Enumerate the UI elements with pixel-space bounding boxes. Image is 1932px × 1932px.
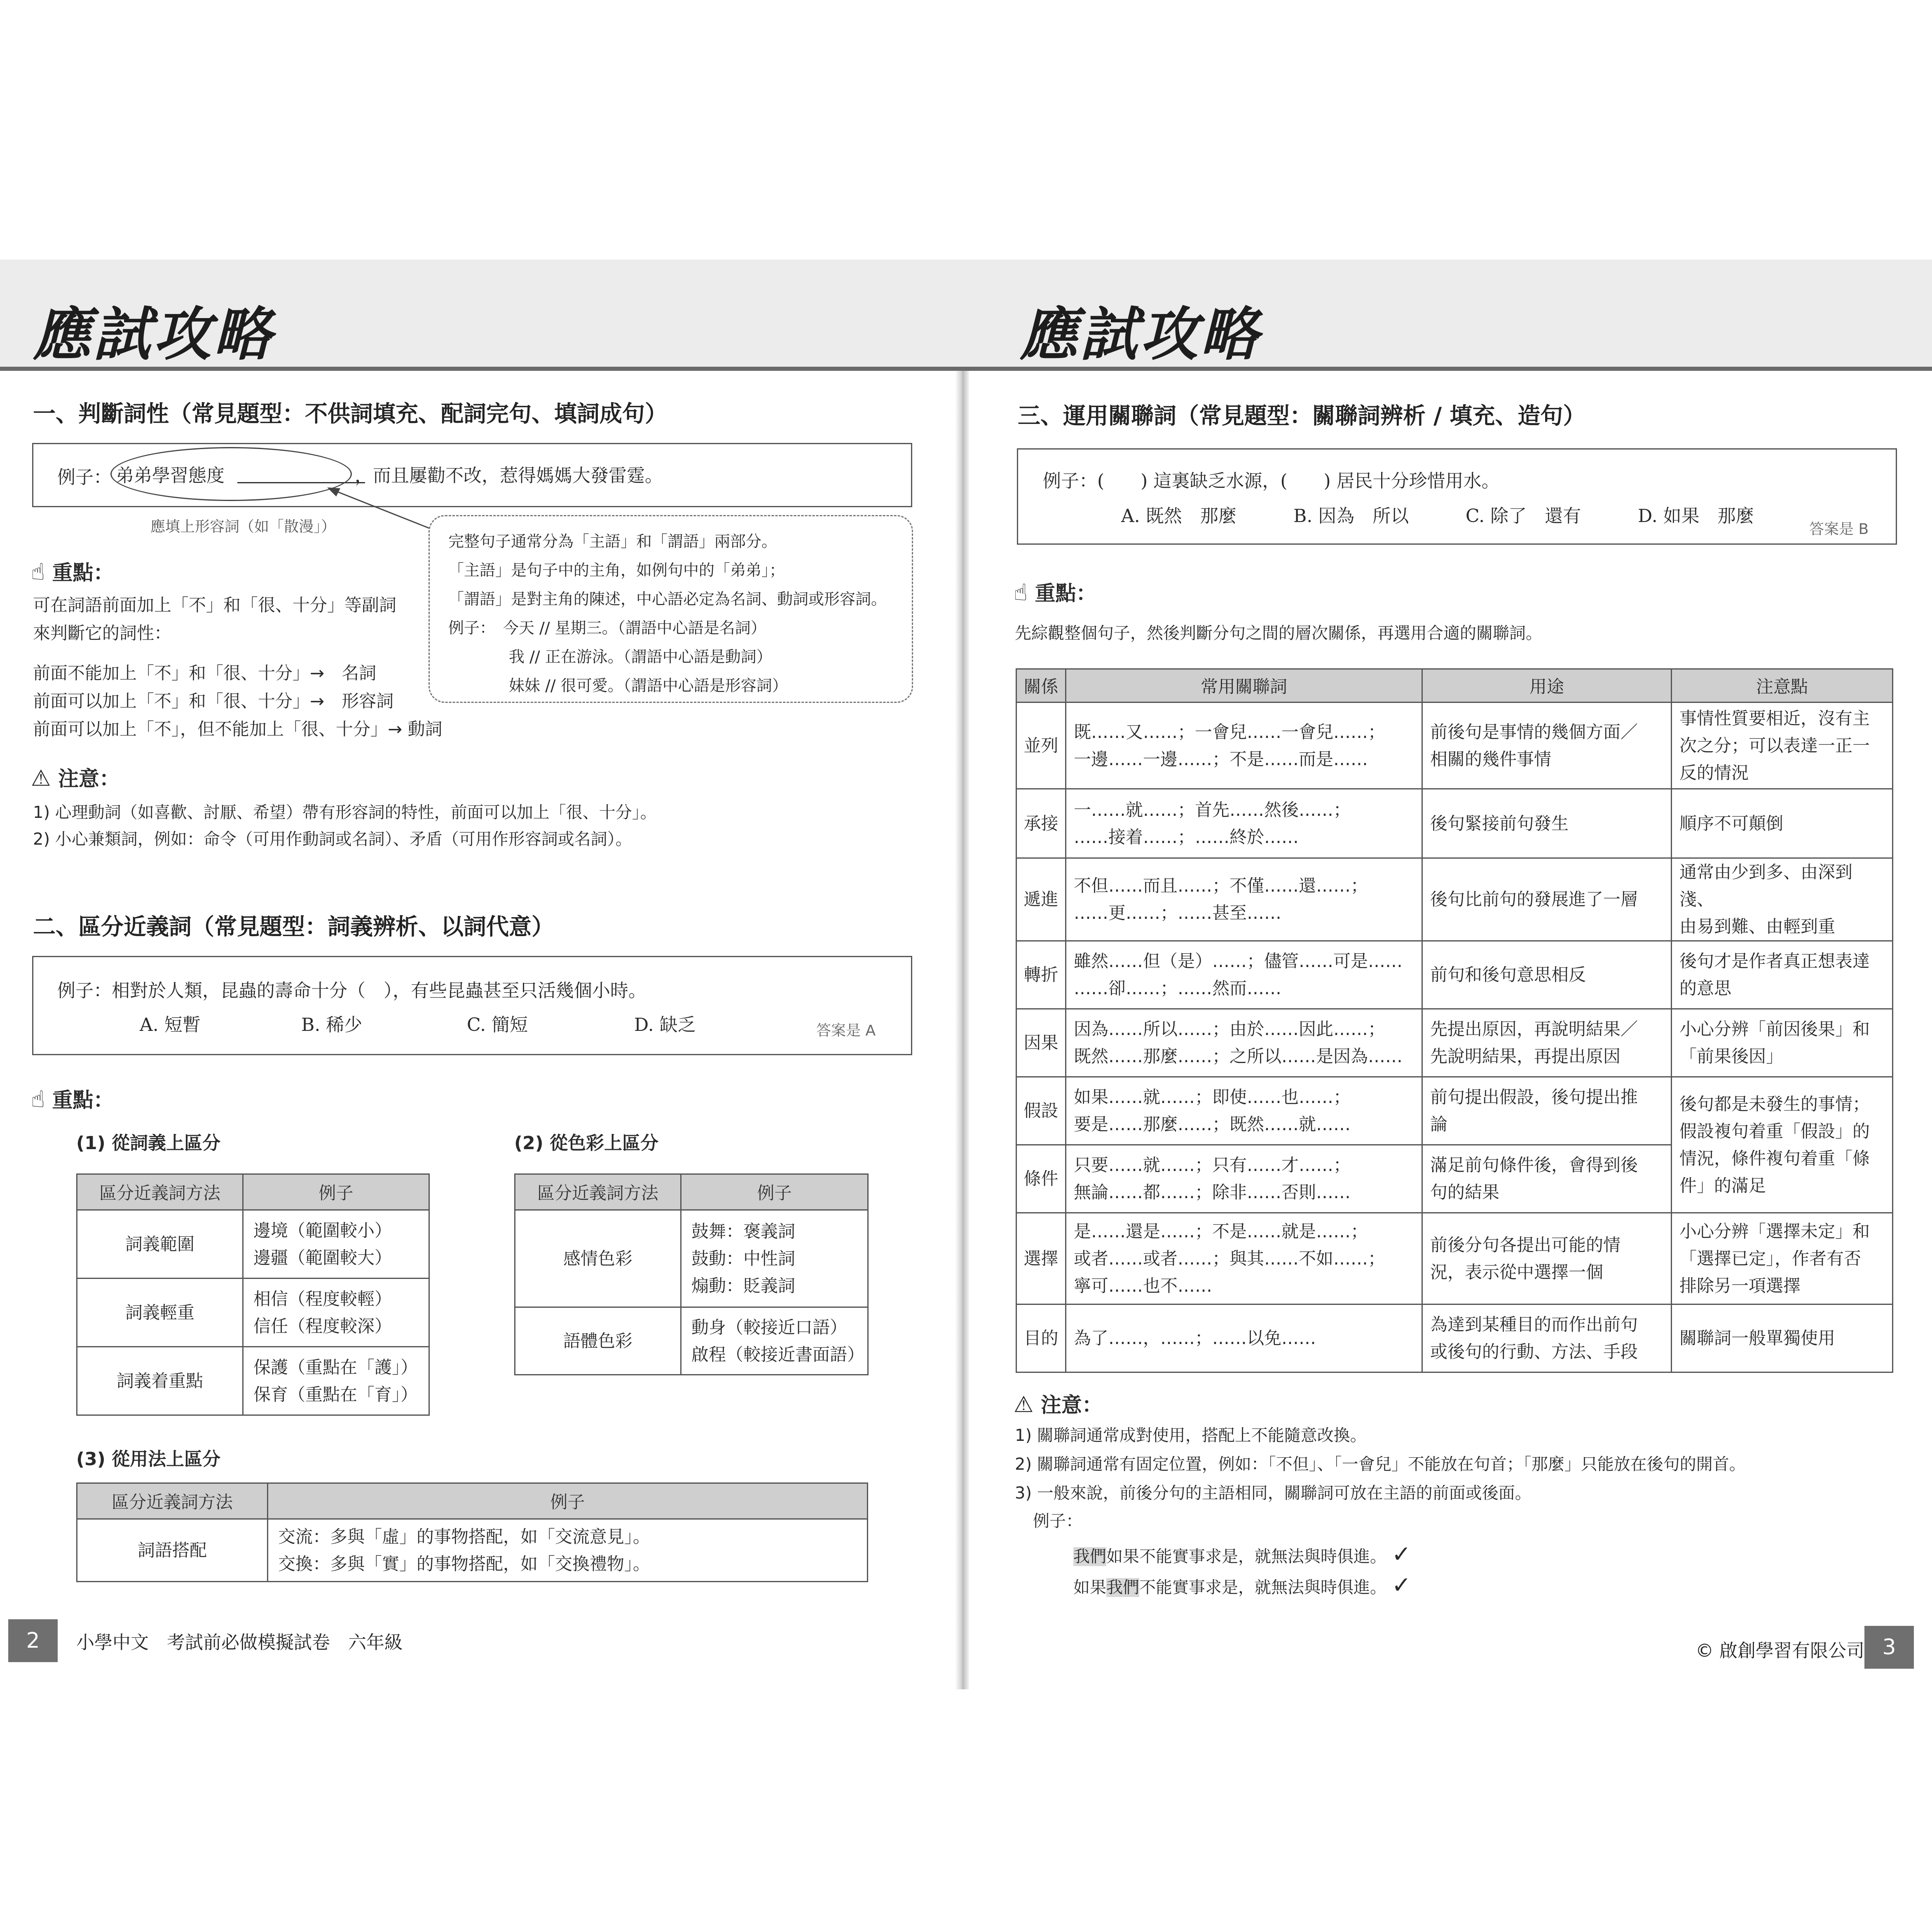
use-cell: 後句緊接前句發生 bbox=[1422, 789, 1672, 858]
callout-line: 「主語」是句子中的主角，如例句中的「弟弟」； bbox=[448, 561, 785, 579]
use-cell: 滿足前句條件後，會得到後 句的結果 bbox=[1422, 1145, 1672, 1213]
option-d: D. 如果 那麼 bbox=[1638, 506, 1754, 527]
relation-cell: 轉折 bbox=[1016, 941, 1066, 1009]
check-mark-icon: ✓ bbox=[1391, 1541, 1411, 1568]
option-d: D. 缺乏 bbox=[634, 1014, 696, 1035]
method-cell: 感情色彩 bbox=[515, 1210, 681, 1307]
words-cell: 如果……就……；即使……也……； 要是……那麼……；既然……就…… bbox=[1066, 1077, 1422, 1145]
sub3-table bbox=[76, 1482, 868, 1582]
note-cell: 小心分辨「選擇未定」和 「選擇已定」，作者有否 排除另一項選擇 bbox=[1672, 1213, 1893, 1304]
right-page bbox=[962, 0, 1932, 1932]
note-cell: 關聯詞一般單獨使用 bbox=[1672, 1304, 1893, 1372]
callout-box bbox=[429, 515, 913, 703]
words-cell: 不但……而且……；不僅……還……； ……更……；……甚至…… bbox=[1066, 858, 1422, 941]
example-line: 例子：相對於人類，昆蟲的壽命十分（ ），有些昆蟲甚至只活幾個小時。 bbox=[57, 980, 646, 1001]
method-cell: 詞義輕重 bbox=[77, 1279, 243, 1347]
note-line: 1) 心理動詞（如喜歡、討厭、希望）帶有形容詞的特性，前面可以加上「很、十分」。 bbox=[33, 803, 657, 822]
table-row bbox=[1016, 941, 1893, 1009]
words-cell: 是……還是……；不是……就是……； 或者……或者……；與其……不如……； 寧可……也不…… bbox=[1066, 1213, 1422, 1304]
key-line: 來判斷它的詞性： bbox=[33, 623, 172, 643]
words-cell: 為了……，……；……以免…… bbox=[1066, 1304, 1422, 1372]
note-heading bbox=[1014, 1389, 1103, 1418]
note-cell: 順序不可顛倒 bbox=[1672, 789, 1893, 858]
note-line: 3) 一般來說，前後分句的主語相同，關聯詞可放在主語的前面或後面。 bbox=[1015, 1484, 1532, 1503]
example-cell: 動身（較接近口語） 啟程（較接近書面語） bbox=[681, 1307, 868, 1375]
table-row bbox=[77, 1519, 868, 1582]
key-line: 前面可以加上「不」和「很、十分」→ 形容詞 bbox=[33, 691, 394, 711]
key-heading bbox=[31, 556, 114, 586]
relation-cell: 遞進 bbox=[1016, 858, 1066, 941]
table-row bbox=[1016, 858, 1893, 941]
option-b: B. 因為 所以 bbox=[1293, 506, 1409, 527]
table-header: 例子 bbox=[268, 1483, 868, 1519]
table-row bbox=[1016, 1009, 1893, 1077]
table-row bbox=[515, 1210, 868, 1307]
table-header: 用途 bbox=[1422, 669, 1672, 703]
note-label: 注意： bbox=[58, 767, 120, 791]
sentence-rest: 不能實事求是，就無法與時俱進。 bbox=[1139, 1578, 1386, 1597]
callout-line: 妹妹 // 很可愛。（謂語中心語是形容詞） bbox=[509, 677, 788, 695]
sentence-lead: 如果 bbox=[1073, 1578, 1106, 1597]
use-cell: 為達到某種目的而作出前句 或後句的行動、方法、手段 bbox=[1422, 1304, 1672, 1372]
key-text: 先綜觀整個句子，然後判斷分句之間的層次關係，再選用合適的關聯詞。 bbox=[1015, 624, 1542, 643]
note-cell-merged: 後句都是未發生的事情； 假設複句着重「假設」的 情況，條件複句着重「條 件」的滿足 bbox=[1672, 1077, 1893, 1213]
page-title: 應試攻略 bbox=[1020, 301, 1261, 368]
use-cell: 後句比前句的發展進了一層 bbox=[1422, 858, 1672, 941]
left-page bbox=[0, 0, 962, 1932]
example-cell: 鼓舞：褒義詞 鼓動：中性詞 煽動：貶義詞 bbox=[681, 1210, 868, 1307]
note-heading bbox=[31, 762, 120, 792]
relation-cell: 因果 bbox=[1016, 1009, 1066, 1077]
example-cell: 相信（程度較輕） 信任（程度較深） bbox=[243, 1279, 429, 1347]
sub3-title: (3) 從用法上區分 bbox=[76, 1449, 221, 1470]
key-label: 重點： bbox=[52, 1088, 114, 1112]
method-cell: 語體色彩 bbox=[515, 1307, 681, 1375]
answer-label: 答案是 A bbox=[816, 1022, 876, 1039]
pointing-hand-icon: ☝ bbox=[31, 1086, 45, 1113]
note-cell: 後句才是作者真正想表達 的意思 bbox=[1672, 941, 1893, 1009]
note-line: 1) 關聯詞通常成對使用，搭配上不能隨意改換。 bbox=[1015, 1426, 1367, 1445]
key-line: 可在詞語前面加上「不」和「很、十分」等副詞 bbox=[33, 595, 397, 615]
relation-cell: 假設 bbox=[1016, 1077, 1066, 1145]
section3-example-box bbox=[1017, 448, 1897, 545]
table-row bbox=[1016, 1213, 1893, 1304]
example-label: 例子： bbox=[57, 467, 112, 488]
option-a: A. 既然 那麼 bbox=[1121, 506, 1236, 527]
use-cell: 前後分句各提出可能的情 況，表示從中選擇一個 bbox=[1422, 1213, 1672, 1304]
callout-line: 例子： 今天 // 星期三。（謂語中心語是名詞） bbox=[448, 619, 766, 637]
table-header: 常用關聯詞 bbox=[1066, 669, 1422, 703]
callout-line: 我 // 正在游泳。（謂語中心語是動詞） bbox=[509, 648, 772, 666]
use-cell: 先提出原因，再說明結果／ 先說明結果，再提出原因 bbox=[1422, 1009, 1672, 1077]
option-b: B. 稀少 bbox=[301, 1014, 363, 1035]
relation-cell: 條件 bbox=[1016, 1145, 1066, 1213]
table-header: 例子 bbox=[243, 1174, 429, 1210]
table-header: 區分近義詞方法 bbox=[77, 1483, 268, 1519]
answer-label: 答案是 B bbox=[1809, 521, 1869, 538]
warning-icon: ⚠ bbox=[1014, 1391, 1034, 1417]
example-label: 例子： bbox=[1033, 1512, 1082, 1531]
example-sentence-2 bbox=[1073, 1572, 1411, 1599]
table-header: 區分近義詞方法 bbox=[77, 1174, 243, 1210]
note-line: 2) 小心兼類詞，例如：命令（可用作動詞或名詞）、矛盾（可用作形容詞或名詞）。 bbox=[33, 830, 632, 849]
check-mark-icon: ✓ bbox=[1391, 1572, 1411, 1599]
key-heading bbox=[1014, 577, 1097, 607]
subject-highlight: 我們 bbox=[1073, 1547, 1106, 1566]
example-rest: ，而且屢勸不改，惹得媽媽大發雷霆。 bbox=[355, 465, 663, 486]
sub2-table bbox=[514, 1173, 869, 1375]
key-label: 重點： bbox=[1035, 581, 1097, 605]
book-title: 小學中文 考試前必做模擬試卷 六年級 bbox=[76, 1632, 403, 1653]
example-sentence-1 bbox=[1073, 1541, 1411, 1568]
table-row bbox=[1016, 703, 1893, 789]
pointing-hand-icon: ☝ bbox=[1014, 579, 1028, 606]
section3-title: 三、運用關聯詞（常見題型：關聯詞辨析 / 填充、造句） bbox=[1018, 403, 1586, 429]
example-cell: 保護（重點在「護」） 保育（重點在「育」） bbox=[243, 1347, 429, 1415]
table-row bbox=[1016, 1304, 1893, 1372]
relation-cell: 並列 bbox=[1016, 703, 1066, 789]
relation-cell: 承接 bbox=[1016, 789, 1066, 858]
table-header: 關係 bbox=[1016, 669, 1066, 703]
words-cell: 一……就……；首先……然後……； ……接着……；……終於…… bbox=[1066, 789, 1422, 858]
page-number: 2 bbox=[8, 1619, 58, 1662]
note-line: 2) 關聯詞通常有固定位置，例如：「不但」、「一會兒」不能放在句首；「那麼」只能放在後句的開首。 bbox=[1015, 1455, 1746, 1474]
note-cell: 通常由少到多、由深到淺、 由易到難、由輕到重 bbox=[1672, 858, 1893, 941]
table-row bbox=[1016, 789, 1893, 858]
table-header: 區分近義詞方法 bbox=[515, 1174, 681, 1210]
callout-line: 完整句子通常分為「主語」和「謂語」兩部分。 bbox=[448, 532, 777, 550]
use-cell: 前句和後句意思相反 bbox=[1422, 941, 1672, 1009]
method-cell: 詞義範圍 bbox=[77, 1210, 243, 1279]
sentence-rest: 如果不能實事求是，就無法與時俱進。 bbox=[1106, 1547, 1386, 1566]
table-header: 例子 bbox=[681, 1174, 868, 1210]
callout-line: 「謂語」是對主角的陳述，中心語必定為名詞、動詞或形容詞。 bbox=[448, 590, 887, 608]
use-cell: 前句提出假設，後句提出推 論 bbox=[1422, 1077, 1672, 1145]
method-cell: 詞語搭配 bbox=[77, 1519, 268, 1582]
sub1-title: (1) 從詞義上區分 bbox=[76, 1133, 221, 1154]
warning-icon: ⚠ bbox=[31, 765, 51, 791]
option-c: C. 除了 還有 bbox=[1466, 506, 1581, 527]
example-line: 例子：( ) 這裏缺乏水源，( ) 居民十分珍惜用水。 bbox=[1043, 471, 1500, 492]
option-a: A. 短暫 bbox=[140, 1014, 201, 1035]
table-row bbox=[77, 1347, 429, 1415]
table-row bbox=[77, 1279, 429, 1347]
words-cell: 只要……就……；只有……才……； 無論……都……；除非……否則…… bbox=[1066, 1145, 1422, 1213]
key-line: 前面不能加上「不」和「很、十分」→ 名詞 bbox=[33, 663, 377, 683]
example-words: 弟弟學習態度 bbox=[116, 465, 225, 486]
relation-cell: 目的 bbox=[1016, 1304, 1066, 1372]
pointing-hand-icon: ☝ bbox=[31, 559, 45, 585]
key-label: 重點： bbox=[52, 561, 114, 585]
publisher: © 啟創學習有限公司 bbox=[1695, 1640, 1864, 1661]
page-number: 3 bbox=[1864, 1626, 1914, 1669]
relation-cell: 選擇 bbox=[1016, 1213, 1066, 1304]
option-c: C. 簡短 bbox=[467, 1014, 528, 1035]
key-heading bbox=[31, 1084, 114, 1113]
sub1-table bbox=[76, 1173, 430, 1416]
key-line: 前面可以加上「不」，但不能加上「很、十分」→ 動詞 bbox=[33, 719, 443, 739]
highlight-ellipse bbox=[110, 447, 352, 501]
method-cell: 詞義着重點 bbox=[77, 1347, 243, 1415]
words-cell: 既……又……；一會兒……一會兒……； 一邊……一邊……；不是……而是…… bbox=[1066, 703, 1422, 789]
table-row bbox=[515, 1307, 868, 1375]
table-row bbox=[77, 1210, 429, 1279]
section2-example-box bbox=[32, 956, 912, 1055]
note-cell: 小心分辨「前因後果」和 「前果後因」 bbox=[1672, 1009, 1893, 1077]
hint-text: 應填上形容詞（如「散漫」） bbox=[150, 518, 336, 535]
words-cell: 雖然……但（是）……；儘管……可是…… ……卻……；……然而…… bbox=[1066, 941, 1422, 1009]
section1-title: 一、判斷詞性（常見題型：不供詞填充、配詞完句、填詞成句） bbox=[33, 400, 668, 427]
note-cell: 事情性質要相近，沒有主 次之分；可以表達一正一 反的情況 bbox=[1672, 703, 1893, 789]
words-cell: 因為……所以……；由於……因此……； 既然……那麼……；之所以……是因為…… bbox=[1066, 1009, 1422, 1077]
example-cell: 邊境（範圍較小） 邊疆（範圍較大） bbox=[243, 1210, 429, 1279]
section2-title: 二、區分近義詞（常見題型：詞義辨析、以詞代意） bbox=[33, 913, 555, 940]
page-title: 應試攻略 bbox=[33, 301, 274, 368]
table-header: 注意點 bbox=[1672, 669, 1893, 703]
connectives-table bbox=[1016, 668, 1893, 1373]
table-row bbox=[1016, 1077, 1893, 1145]
use-cell: 前後句是事情的幾個方面／ 相關的幾件事情 bbox=[1422, 703, 1672, 789]
note-label: 注意： bbox=[1040, 1393, 1103, 1417]
subject-highlight: 我們 bbox=[1106, 1578, 1139, 1597]
sub2-title: (2) 從色彩上區分 bbox=[514, 1133, 659, 1154]
example-cell: 交流：多與「虛」的事物搭配，如「交流意見」。 交換：多與「實」的事物搭配，如「交換禮物」。 bbox=[268, 1519, 868, 1582]
